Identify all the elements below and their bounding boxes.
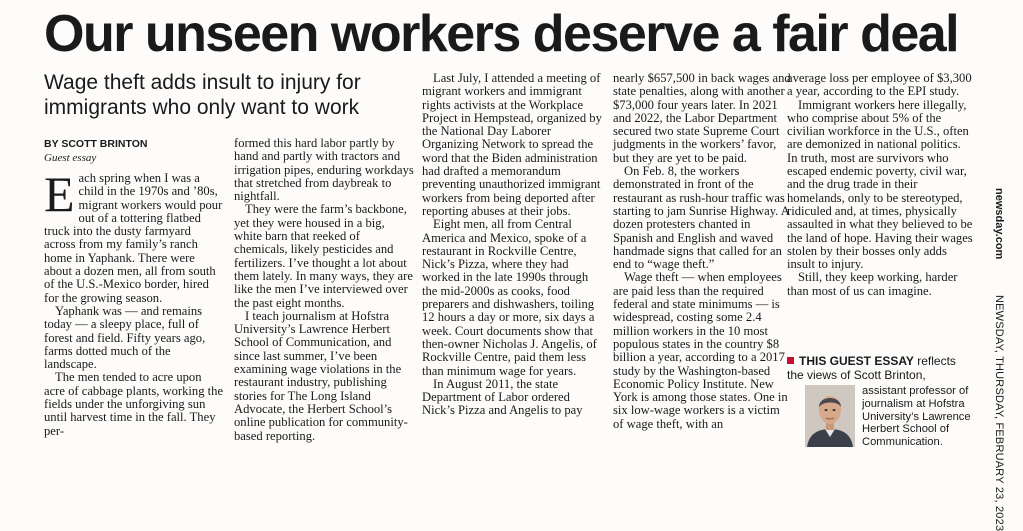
promo-text: reflects the views of Scott Brinton, xyxy=(787,354,956,382)
byline-role: Guest essay xyxy=(44,152,97,164)
column-1 xyxy=(44,166,224,438)
paragraph: In August 2011, the state Department of Labor ordered Nick’s Pizza and Angelis to pay xyxy=(422,376,583,418)
paragraph: Eight men, all from Central America and Mexico, spoke of a restaurant in Rockville Centre, Nick’s Pizza, where they had worked in the late 1990s through the mid-2000s as cooks, food preparers and dishwashers, toiling 12 hours a day or more, six days a week. Court documents show that then-owner Nicholas J. Angelis, of Rockville Centre, paid them less than minimum wage for years. xyxy=(422,217,597,378)
author-photo xyxy=(805,385,855,447)
paragraph: Last July, I attended a meeting of migrant workers and immigrant rights activists at the Workplace Project in Hempstead, organized by the National Day Laborer Organizing Network to spread the word that the Biden administration had drafted a memorandum preventing unauthorized immigrant workers from being deported after reporting abuses at their jobs. xyxy=(422,71,602,218)
paragraph: average loss per employee of $3,300 a year, according to the EPI study. xyxy=(787,71,972,99)
promo-bio: assistant professor of journalism at Hofstra University’s Lawrence Herbert School of Communication. xyxy=(862,385,971,449)
paragraph: The men tended to acre upon acre of cabbage plants, working the fields under the unforgiving sun until harvest time in the fall. They per- xyxy=(44,370,224,438)
paragraph: They were the farm’s backbone, yet they were housed in a big, white barn that reeked of chemicals, likely pesticides and fertilizers. I’ve thought a lot about them lately. In many ways, they are like the men I’ve interviewed over the past eight months. xyxy=(234,202,413,310)
guest-essay-promo xyxy=(787,355,973,382)
headline: Our unseen workers deserve a fair deal xyxy=(44,5,959,63)
column-3 xyxy=(422,72,602,418)
deck-subheadline: Wage theft adds insult to injury for immigrants who only want to work xyxy=(44,71,361,119)
paragraph: Still, they keep working, harder than most of us can imagine. xyxy=(787,270,958,298)
paragraph: nearly $657,500 in back wages and state penalties, along with another $73,000 four years later. In 2021 and 2022, the Labor Department secured two state Supreme Court judgments in the workers’ favor, but they are yet to be paid. xyxy=(613,71,791,165)
paragraph: Immigrant workers here illegally, who comprise about 5% of the civilian workforce in the U.S., often are demonized in national politics. In truth, most are survivors who escaped endemic poverty, civil war, and the drug trade in their homelands, only to be stereotyped, ridiculed and, at times, physically assaulted in what they believed to be the land of hope. Having their wages stolen by their bosses only adds insult to injury. xyxy=(787,97,973,272)
author-portrait-icon xyxy=(805,385,855,447)
column-5 xyxy=(787,72,973,298)
square-bullet-icon xyxy=(787,357,794,364)
paragraph: Yaphank was — and remains today — a sleepy place, full of forest and field. Fifty years ago, farms dotted much of the landscape. xyxy=(44,303,206,372)
paragraph xyxy=(44,166,224,305)
byline: BY SCOTT BRINTON xyxy=(44,138,148,150)
paragraph-text: ach spring when I was a child in the 1970s and ’80s, migrant workers would pour out of a tottering flatbed truck into the dusty farmyard across from my family’s ranch home in Yaphank. There were about a dozen men, all from south of the U.S.-Mexico border, hired for the growing season. xyxy=(44,171,223,305)
paragraph: On Feb. 8, the workers demonstrated in front of the restaurant as rush-hour traffic was starting to jam Sunrise Highway. A dozen protesters chanted in Spanish and English and waved handmade signs that called for an end to “wage theft.” xyxy=(613,164,790,272)
promo-lead: THIS GUEST ESSAY xyxy=(799,354,914,368)
drop-cap: E xyxy=(44,166,75,222)
paragraph: Wage theft — when employees are paid less than the required federal and state minimums — is widespread, costing some 2.4 million workers in the 10 most populous states in the country $8 billion a year, according to a 2017 study by the Washington-based Economic Policy Institute. New York is among those states. One in six low-wage workers is a victim of wage theft, with an xyxy=(613,270,788,431)
column-4 xyxy=(613,72,793,431)
paragraph: formed this hard labor partly by hand and partly with tractors and irrigation pipes, enduring workdays that stretched from daybreak to nightfall. xyxy=(234,136,414,204)
publication-date-line: NEWSDAY, THURSDAY, FEBRUARY 23, 2023 xyxy=(993,295,1005,531)
column-2 xyxy=(234,137,414,443)
paragraph: I teach journalism at Hofstra University’s Lawrence Herbert School of Communication, and since last summer, I’ve been examining wage violations in the restaurant industry, publishing stories for The Long Island Advocate, the Herbert School’s online publication for community-based reporting. xyxy=(234,308,408,443)
site-name: newsday.com xyxy=(993,188,1005,260)
